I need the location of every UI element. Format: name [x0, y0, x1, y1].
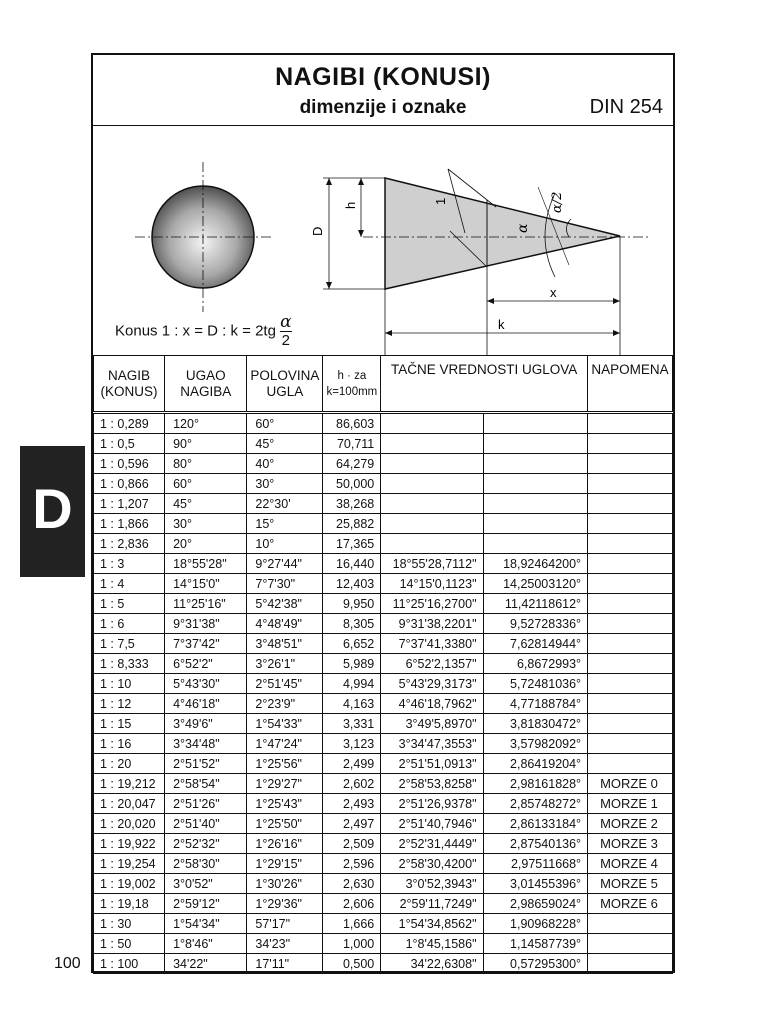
cell-exact-dms: 3°49'5,8970" — [381, 714, 483, 734]
cell-exact-deg: 2,98161828° — [483, 774, 588, 794]
cell-napomena — [588, 594, 673, 614]
cell-nagib: 1 : 19,254 — [94, 854, 165, 874]
cell-nagib: 1 : 19,002 — [94, 874, 165, 894]
header-tacne: TAČNE VREDNOSTI UGLOVA — [381, 356, 588, 413]
cell-exact-deg: 2,98659024° — [483, 894, 588, 914]
cell-polovina: 57'17" — [247, 914, 323, 934]
cell-polovina: 1°25'43" — [247, 794, 323, 814]
cell-nagib: 1 : 19,212 — [94, 774, 165, 794]
table-row — [94, 874, 673, 894]
cell-h: 1,666 — [323, 914, 381, 934]
table-row — [94, 494, 673, 514]
table-row — [94, 714, 673, 734]
cell-exact-dms: 2°51'51,0913" — [381, 754, 483, 774]
cell-h: 38,268 — [323, 494, 381, 514]
cell-napomena — [588, 754, 673, 774]
table-row — [94, 554, 673, 574]
cell-exact-deg: 2,86133184° — [483, 814, 588, 834]
cell-exact-deg: 14,25003120° — [483, 574, 588, 594]
cone-end-view — [135, 162, 273, 312]
cell-exact-dms — [381, 494, 483, 514]
cell-ugao: 14°15'0" — [165, 574, 247, 594]
cell-exact-deg: 3,81830472° — [483, 714, 588, 734]
cell-h: 2,493 — [323, 794, 381, 814]
cell-exact-dms: 2°51'26,9378" — [381, 794, 483, 814]
cell-exact-deg: 4,77188784° — [483, 694, 588, 714]
cell-exact-deg: 11,42118612° — [483, 594, 588, 614]
cell-nagib: 1 : 0,5 — [94, 434, 165, 454]
cell-napomena — [588, 574, 673, 594]
dim-label-h: h — [343, 201, 358, 209]
cell-polovina: 1°29'36" — [247, 894, 323, 914]
cell-h: 9,950 — [323, 594, 381, 614]
cell-ugao: 3°49'6" — [165, 714, 247, 734]
cell-h: 2,497 — [323, 814, 381, 834]
cell-exact-dms: 2°58'53,8258" — [381, 774, 483, 794]
cell-napomena — [588, 494, 673, 514]
cell-exact-deg — [483, 413, 588, 434]
cell-polovina: 1°30'26" — [247, 874, 323, 894]
cell-polovina: 60° — [247, 413, 323, 434]
header-napomena: NAPOMENA — [588, 356, 673, 413]
table-row — [94, 474, 673, 494]
cell-ugao: 2°51'52" — [165, 754, 247, 774]
cell-ugao: 7°37'42" — [165, 634, 247, 654]
table-row — [94, 854, 673, 874]
table-row — [94, 654, 673, 674]
formula-denominator: 2 — [281, 332, 290, 349]
cell-exact-deg: 7,62814944° — [483, 634, 588, 654]
cell-polovina: 34'23" — [247, 934, 323, 954]
cell-polovina: 1°25'50" — [247, 814, 323, 834]
cell-nagib: 1 : 7,5 — [94, 634, 165, 654]
cell-exact-dms: 4°46'18,7962" — [381, 694, 483, 714]
cell-ugao: 4°46'18" — [165, 694, 247, 714]
cell-h: 2,499 — [323, 754, 381, 774]
cell-polovina: 15° — [247, 514, 323, 534]
cell-nagib: 1 : 19,18 — [94, 894, 165, 914]
cell-exact-deg: 6,8672993° — [483, 654, 588, 674]
cell-napomena — [588, 554, 673, 574]
cell-exact-dms — [381, 413, 483, 434]
cell-h: 2,630 — [323, 874, 381, 894]
cell-exact-deg — [483, 474, 588, 494]
cell-h: 4,994 — [323, 674, 381, 694]
cell-napomena — [588, 934, 673, 954]
cell-napomena: MORZE 5 — [588, 874, 673, 894]
cell-exact-deg: 3,01455396° — [483, 874, 588, 894]
cell-exact-dms: 18°55'28,7112" — [381, 554, 483, 574]
section-tab-letter: D — [32, 477, 73, 540]
cell-ugao: 6°52'2" — [165, 654, 247, 674]
cell-h: 5,989 — [323, 654, 381, 674]
cell-napomena: MORZE 3 — [588, 834, 673, 854]
cell-nagib: 1 : 1,207 — [94, 494, 165, 514]
cell-polovina: 2°51'45" — [247, 674, 323, 694]
cell-h: 8,305 — [323, 614, 381, 634]
cell-nagib: 1 : 20 — [94, 754, 165, 774]
cell-napomena — [588, 474, 673, 494]
cell-napomena — [588, 714, 673, 734]
cell-exact-deg — [483, 434, 588, 454]
cell-napomena: MORZE 4 — [588, 854, 673, 874]
cell-h: 3,331 — [323, 714, 381, 734]
table-row — [94, 634, 673, 654]
cell-exact-dms: 11°25'16,2700" — [381, 594, 483, 614]
header-h: h · za k=100mm — [323, 356, 381, 413]
cell-ugao: 2°58'54" — [165, 774, 247, 794]
cone-side-view — [323, 169, 648, 355]
cell-ugao: 30° — [165, 514, 247, 534]
angle-label-alpha-half: α/2 — [550, 191, 565, 213]
cell-polovina: 5°42'38" — [247, 594, 323, 614]
cell-nagib: 1 : 4 — [94, 574, 165, 594]
cell-ugao: 34'22" — [165, 954, 247, 974]
cell-exact-deg: 1,14587739° — [483, 934, 588, 954]
cell-napomena — [588, 694, 673, 714]
formula-text: Konus 1 : x = D : k = 2tg — [115, 322, 276, 340]
cell-h: 2,602 — [323, 774, 381, 794]
cell-nagib: 1 : 8,333 — [94, 654, 165, 674]
dim-label-x: x — [550, 285, 557, 300]
taper-table — [93, 355, 673, 974]
cell-polovina: 7°7'30" — [247, 574, 323, 594]
cell-exact-deg: 1,90968228° — [483, 914, 588, 934]
cell-polovina: 1°26'16" — [247, 834, 323, 854]
cell-polovina: 22°30' — [247, 494, 323, 514]
cell-exact-dms — [381, 514, 483, 534]
header-ugao: UGAO NAGIBA — [165, 356, 247, 413]
cell-napomena — [588, 734, 673, 754]
cell-napomena — [588, 534, 673, 554]
table-row — [94, 794, 673, 814]
dim-label-one: 1 — [433, 197, 448, 205]
cell-ugao: 11°25'16" — [165, 594, 247, 614]
cell-polovina: 30° — [247, 474, 323, 494]
cell-nagib: 1 : 20,047 — [94, 794, 165, 814]
cell-exact-deg: 2,85748272° — [483, 794, 588, 814]
cell-exact-dms: 2°51'40,7946" — [381, 814, 483, 834]
cell-exact-dms: 1°8'45,1586" — [381, 934, 483, 954]
cell-h: 17,365 — [323, 534, 381, 554]
table-row — [94, 914, 673, 934]
cell-nagib: 1 : 20,020 — [94, 814, 165, 834]
cone-formula — [115, 313, 292, 350]
cell-exact-dms: 7°37'41,3380" — [381, 634, 483, 654]
cell-napomena — [588, 413, 673, 434]
cell-polovina: 3°48'51" — [247, 634, 323, 654]
cell-napomena — [588, 514, 673, 534]
cell-h: 50,000 — [323, 474, 381, 494]
cell-polovina: 1°29'15" — [247, 854, 323, 874]
cell-napomena — [588, 614, 673, 634]
header-nagib: NAGIB (KONUS) — [94, 356, 165, 413]
cell-exact-deg — [483, 454, 588, 474]
table-row — [94, 774, 673, 794]
cell-h: 6,652 — [323, 634, 381, 654]
cell-nagib: 1 : 10 — [94, 674, 165, 694]
cell-ugao: 20° — [165, 534, 247, 554]
page-title: NAGIBI (KONUSI) — [275, 63, 491, 91]
cell-ugao: 2°51'26" — [165, 794, 247, 814]
cell-h: 70,711 — [323, 434, 381, 454]
angle-label-alpha: α — [515, 223, 531, 233]
cell-nagib: 1 : 5 — [94, 594, 165, 614]
cell-h: 4,163 — [323, 694, 381, 714]
cell-ugao: 5°43'30" — [165, 674, 247, 694]
cell-nagib: 1 : 0,289 — [94, 413, 165, 434]
dim-label-D: D — [310, 226, 325, 236]
cell-polovina: 9°27'44" — [247, 554, 323, 574]
table-row — [94, 894, 673, 914]
cell-exact-deg: 3,57982092° — [483, 734, 588, 754]
table-row — [94, 413, 673, 434]
cell-h: 2,606 — [323, 894, 381, 914]
table-row — [94, 574, 673, 594]
cell-exact-dms: 34'22,6308" — [381, 954, 483, 974]
cell-napomena: MORZE 6 — [588, 894, 673, 914]
cell-exact-deg — [483, 514, 588, 534]
cell-exact-dms: 6°52'2,1357" — [381, 654, 483, 674]
document-frame — [91, 53, 675, 973]
cell-ugao: 1°54'34" — [165, 914, 247, 934]
cell-nagib: 1 : 16 — [94, 734, 165, 754]
cell-nagib: 1 : 30 — [94, 914, 165, 934]
table-body — [94, 413, 673, 974]
cell-nagib: 1 : 3 — [94, 554, 165, 574]
cell-exact-dms: 2°58'30,4200" — [381, 854, 483, 874]
standard-label: DIN 254 — [589, 96, 663, 118]
cell-ugao: 3°0'52" — [165, 874, 247, 894]
cell-napomena: MORZE 0 — [588, 774, 673, 794]
cell-exact-deg: 0,57295300° — [483, 954, 588, 974]
cell-exact-dms: 3°0'52,3943" — [381, 874, 483, 894]
cell-napomena — [588, 654, 673, 674]
cell-polovina: 40° — [247, 454, 323, 474]
cell-h: 12,403 — [323, 574, 381, 594]
cell-polovina: 2°23'9" — [247, 694, 323, 714]
cell-exact-dms — [381, 474, 483, 494]
cell-exact-dms: 3°34'47,3553" — [381, 734, 483, 754]
cell-napomena — [588, 954, 673, 974]
cell-ugao: 9°31'38" — [165, 614, 247, 634]
cell-exact-deg: 9,52728336° — [483, 614, 588, 634]
cell-polovina: 1°47'24" — [247, 734, 323, 754]
page-number: 100 — [54, 955, 81, 972]
table-row — [94, 594, 673, 614]
cell-exact-dms — [381, 434, 483, 454]
cell-exact-dms: 9°31'38,2201" — [381, 614, 483, 634]
cell-exact-deg: 2,86419204° — [483, 754, 588, 774]
table-row — [94, 954, 673, 974]
cell-ugao: 45° — [165, 494, 247, 514]
table-row — [94, 754, 673, 774]
cell-exact-deg — [483, 494, 588, 514]
table-header-row — [94, 356, 673, 413]
cell-h: 2,596 — [323, 854, 381, 874]
cell-nagib: 1 : 100 — [94, 954, 165, 974]
cell-polovina: 1°29'27" — [247, 774, 323, 794]
cell-napomena — [588, 674, 673, 694]
cell-ugao: 2°51'40" — [165, 814, 247, 834]
cell-h: 64,279 — [323, 454, 381, 474]
cell-nagib: 1 : 0,596 — [94, 454, 165, 474]
cell-exact-deg: 2,97511668° — [483, 854, 588, 874]
cell-exact-deg: 2,87540136° — [483, 834, 588, 854]
cell-h: 86,603 — [323, 413, 381, 434]
cell-h: 3,123 — [323, 734, 381, 754]
table-row — [94, 814, 673, 834]
cell-napomena — [588, 434, 673, 454]
cell-h: 1,000 — [323, 934, 381, 954]
table-row — [94, 434, 673, 454]
cell-ugao: 120° — [165, 413, 247, 434]
table-row — [94, 674, 673, 694]
cell-exact-deg: 5,72481036° — [483, 674, 588, 694]
table-row — [94, 534, 673, 554]
table-row — [94, 454, 673, 474]
cell-napomena — [588, 454, 673, 474]
cell-ugao: 90° — [165, 434, 247, 454]
cell-exact-dms: 1°54'34,8562" — [381, 914, 483, 934]
cell-nagib: 1 : 19,922 — [94, 834, 165, 854]
table-row — [94, 834, 673, 854]
cell-ugao: 1°8'46" — [165, 934, 247, 954]
cell-nagib: 1 : 0,866 — [94, 474, 165, 494]
cell-h: 0,500 — [323, 954, 381, 974]
cell-napomena: MORZE 1 — [588, 794, 673, 814]
cell-polovina: 1°54'33" — [247, 714, 323, 734]
table-row — [94, 694, 673, 714]
cell-napomena — [588, 634, 673, 654]
cell-napomena: MORZE 2 — [588, 814, 673, 834]
cell-h: 2,509 — [323, 834, 381, 854]
cell-ugao: 60° — [165, 474, 247, 494]
cell-ugao: 2°58'30" — [165, 854, 247, 874]
cell-nagib: 1 : 1,866 — [94, 514, 165, 534]
formula-numerator: α — [280, 312, 292, 332]
section-tab — [20, 446, 85, 577]
cell-napomena — [588, 914, 673, 934]
cell-ugao: 80° — [165, 454, 247, 474]
cell-nagib: 1 : 12 — [94, 694, 165, 714]
cell-h: 16,440 — [323, 554, 381, 574]
cell-exact-dms: 5°43'29,3173" — [381, 674, 483, 694]
header-polovina: POLOVINA UGLA — [247, 356, 323, 413]
cell-nagib: 1 : 15 — [94, 714, 165, 734]
dim-label-k: k — [498, 317, 505, 332]
cell-nagib: 1 : 6 — [94, 614, 165, 634]
table-row — [94, 514, 673, 534]
cell-polovina: 3°26'1" — [247, 654, 323, 674]
formula-fraction — [280, 313, 291, 350]
cell-ugao: 2°52'32" — [165, 834, 247, 854]
cell-exact-dms: 14°15'0,1123" — [381, 574, 483, 594]
cell-exact-dms — [381, 534, 483, 554]
cell-polovina: 4°48'49" — [247, 614, 323, 634]
header-divider — [93, 125, 673, 126]
cell-ugao: 18°55'28" — [165, 554, 247, 574]
cell-nagib: 1 : 50 — [94, 934, 165, 954]
cell-exact-dms: 2°52'31,4449" — [381, 834, 483, 854]
table-row — [94, 934, 673, 954]
cell-h: 25,882 — [323, 514, 381, 534]
cell-exact-dms — [381, 454, 483, 474]
cell-exact-deg — [483, 534, 588, 554]
cell-polovina: 1°25'56" — [247, 754, 323, 774]
cell-polovina: 45° — [247, 434, 323, 454]
table-row — [94, 734, 673, 754]
cell-exact-deg: 18,92464200° — [483, 554, 588, 574]
cell-polovina: 10° — [247, 534, 323, 554]
table-row — [94, 614, 673, 634]
page-subtitle: dimenzije i oznake — [299, 97, 467, 118]
cell-ugao: 2°59'12" — [165, 894, 247, 914]
cell-nagib: 1 : 2,836 — [94, 534, 165, 554]
cell-ugao: 3°34'48" — [165, 734, 247, 754]
cell-exact-dms: 2°59'11,7249" — [381, 894, 483, 914]
cell-polovina: 17'11" — [247, 954, 323, 974]
